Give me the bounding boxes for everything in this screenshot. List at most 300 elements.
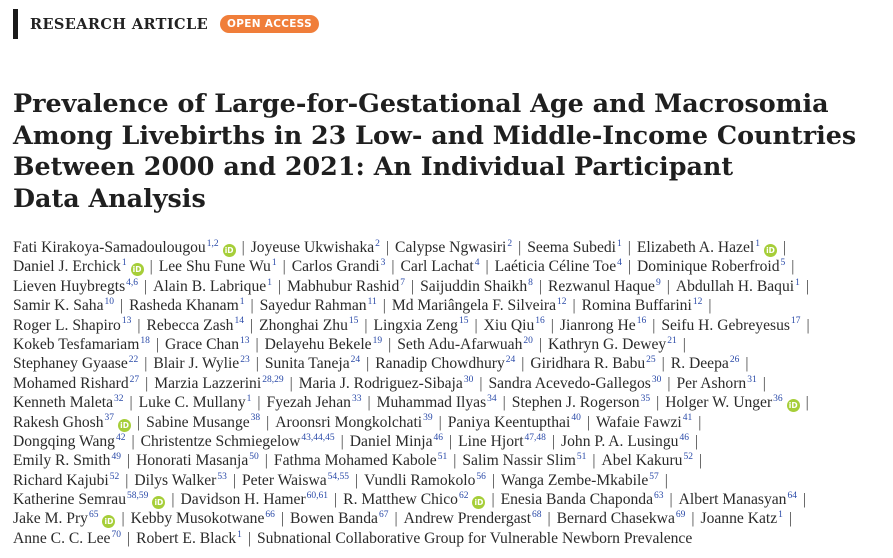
author-line [13, 471, 889, 490]
author-link[interactable] [265, 355, 360, 372]
open-access-badge: OPEN ACCESS [220, 15, 319, 33]
affiliation-superscript[interactable]: 24 [350, 355, 361, 366]
author-name: Emily R. Smith [13, 452, 111, 470]
author-name: Davidson H. Hamer [180, 491, 306, 509]
author-link[interactable] [287, 278, 405, 295]
author-link[interactable] [274, 452, 447, 469]
author-link[interactable] [661, 317, 800, 334]
affiliation-superscript[interactable]: 40 [571, 413, 581, 424]
author-link[interactable] [242, 472, 349, 489]
author-separator: | [656, 394, 660, 412]
author-separator: | [682, 335, 686, 353]
author-separator: | [586, 413, 590, 431]
orcid-icon[interactable]: iD [131, 263, 144, 276]
author-link[interactable] [131, 510, 275, 527]
author-name: Zhonghai Zhu [259, 316, 348, 334]
author-link[interactable] [561, 433, 689, 450]
author-link[interactable] [350, 433, 443, 450]
author-link[interactable] [134, 472, 227, 489]
orcid-icon[interactable]: iD [223, 244, 236, 257]
author-separator: | [129, 394, 133, 412]
affiliation-superscript[interactable]: 5 [780, 258, 786, 269]
author-separator: | [491, 491, 495, 509]
author-line [13, 335, 889, 354]
author-link[interactable] [13, 375, 139, 392]
author-link[interactable] [671, 355, 740, 372]
author-link[interactable] [154, 375, 283, 392]
author-name: Samir K. Saha [13, 297, 104, 315]
affiliation-superscript[interactable]: 16 [636, 316, 647, 327]
author-line [13, 296, 889, 315]
affiliation-superscript[interactable]: 13 [240, 335, 250, 346]
author-link[interactable] [530, 355, 655, 372]
author-line [13, 238, 889, 257]
author-link[interactable] [377, 394, 497, 411]
author-line [13, 354, 889, 373]
affiliation-superscript[interactable]: 22 [128, 355, 139, 366]
affiliation-superscript[interactable]: 23 [240, 355, 250, 366]
author-link[interactable] [557, 510, 686, 527]
author-name: Kebby Musokotwane [130, 510, 265, 528]
author-separator: | [805, 277, 809, 295]
author-name: Giridhara R. Babu [530, 355, 646, 373]
affiliation-superscript[interactable]: 19 [372, 335, 383, 346]
author-separator: | [550, 316, 554, 334]
affiliation-superscript[interactable]: 28,29 [262, 374, 284, 385]
author-name: Kathryn G. Dewey [548, 335, 667, 353]
affiliation-superscript[interactable]: 67 [378, 510, 389, 521]
author-link[interactable] [548, 278, 661, 295]
author-link[interactable] [181, 491, 329, 508]
author-link[interactable] [701, 510, 783, 527]
author-name: Carl Lachat [400, 258, 474, 276]
author-separator: | [694, 432, 699, 450]
author-name: Seifu H. Gebreyesus [661, 316, 790, 334]
author-name: Maria J. Rodriguez-Sibaja [298, 374, 463, 392]
author-name: Lingxia Zeng [373, 316, 458, 334]
affiliation-superscript[interactable]: 27 [129, 374, 140, 385]
author-link[interactable] [259, 317, 358, 334]
author-link[interactable] [13, 472, 119, 489]
affiliation-superscript[interactable]: 21 [667, 335, 677, 346]
author-name: Paniya Keentupthai [447, 413, 571, 431]
affiliation-superscript[interactable]: 69 [675, 510, 686, 521]
author-separator: | [126, 529, 131, 547]
author-separator: | [627, 239, 631, 256]
affiliation-superscript[interactable]: 56 [476, 471, 486, 482]
author-link[interactable] [488, 375, 661, 392]
author-link[interactable] [153, 278, 272, 295]
author-link[interactable] [596, 414, 692, 431]
author-name: Albert Manasyan [678, 491, 787, 509]
author-separator: | [277, 277, 282, 295]
author-link[interactable] [582, 297, 703, 314]
author-name: Sayedur Rahman [259, 297, 367, 315]
affiliation-superscript[interactable]: 70 [111, 529, 121, 540]
author-separator: | [145, 374, 149, 392]
affiliation-superscript[interactable]: 15 [348, 316, 359, 327]
author-link[interactable] [299, 375, 474, 392]
affiliation-superscript[interactable]: 13 [121, 316, 132, 327]
author-link[interactable] [395, 239, 512, 256]
author-name: Wanga Zembe-Mkabile [501, 471, 649, 489]
author-line [13, 393, 889, 412]
affiliation-superscript[interactable]: 66 [265, 510, 275, 521]
author-name: Christentze Schmiegelow [140, 432, 301, 450]
author-name: Jianrong He [559, 316, 636, 334]
affiliation-superscript[interactable]: 25 [646, 355, 656, 366]
author-separator: | [691, 510, 695, 528]
author-link[interactable] [679, 491, 797, 508]
author-separator: | [652, 316, 656, 334]
affiliation-superscript[interactable]: 4 [474, 258, 480, 269]
affiliation-superscript[interactable]: 39 [423, 413, 433, 424]
author-name: Fathma Mohamed Kabole [273, 452, 437, 470]
affiliation-superscript[interactable]: 31 [747, 374, 757, 385]
author-link[interactable] [141, 433, 335, 450]
author-separator: | [664, 471, 668, 489]
author-name: Marzia Lazzerini [154, 374, 262, 392]
author-link[interactable] [251, 239, 380, 256]
author-separator: | [364, 316, 368, 334]
author-name: Ranadip Chowdhury [375, 355, 505, 373]
author-link[interactable] [343, 491, 485, 508]
author-name: Aroonsri Mongkolchati [275, 413, 423, 431]
author-separator: | [572, 297, 576, 315]
author-separator: | [788, 510, 793, 528]
author-separator: | [388, 335, 392, 353]
author-link[interactable] [397, 336, 533, 353]
affiliation-superscript[interactable]: 10 [104, 296, 115, 307]
affiliation-superscript[interactable]: 15 [458, 316, 469, 327]
author-name: Abel Kakuru [601, 452, 683, 470]
author-link[interactable] [13, 258, 144, 275]
author-link[interactable] [548, 336, 677, 353]
author-name: Dilys Walker [134, 471, 217, 489]
affiliation-superscript[interactable]: 32 [114, 393, 124, 404]
affiliation-superscript[interactable]: 51 [576, 452, 587, 463]
orcid-icon[interactable]: iD [118, 419, 131, 432]
affiliation-superscript[interactable]: 36 [773, 393, 783, 404]
affiliation-superscript[interactable]: 51 [437, 452, 448, 463]
affiliation-superscript[interactable]: 12 [557, 296, 567, 307]
author-separator: | [805, 394, 809, 412]
affiliation-superscript[interactable]: 34 [487, 393, 497, 404]
affiliation-superscript[interactable]: 52 [683, 452, 693, 463]
author-link[interactable] [136, 530, 242, 547]
affiliation-superscript[interactable]: 65 [88, 510, 99, 521]
author-link[interactable] [401, 258, 480, 275]
affiliation-superscript[interactable]: 35 [640, 393, 651, 404]
author-list [13, 238, 889, 548]
affiliation-superscript[interactable]: 2 [375, 238, 380, 249]
author-link[interactable] [484, 317, 545, 334]
author-separator: | [282, 258, 286, 276]
affiliation-superscript[interactable]: 17 [790, 316, 801, 327]
affiliation-superscript[interactable]: 52 [109, 471, 120, 482]
author-name: Lieven Huybregts [13, 277, 126, 295]
author-link[interactable] [260, 297, 377, 314]
author-separator: | [120, 297, 124, 315]
author-name: Seema Subedi [527, 239, 617, 256]
affiliation-superscript[interactable]: 64 [787, 490, 797, 501]
author-link[interactable] [375, 355, 515, 372]
author-separator: | [453, 452, 457, 470]
author-name: Delayehu Bekele [264, 335, 372, 353]
affiliation-superscript[interactable]: 57 [649, 471, 659, 482]
author-separator: | [762, 374, 766, 392]
affiliation-superscript[interactable]: 1 [237, 529, 242, 540]
author-name: Andrew Prendergast [403, 510, 532, 528]
affiliation-superscript[interactable]: 1 [121, 258, 127, 269]
author-link[interactable] [364, 472, 486, 489]
author-link[interactable] [637, 258, 785, 275]
author-link[interactable] [146, 414, 260, 431]
author-link[interactable] [676, 375, 756, 392]
author-separator: | [121, 510, 125, 528]
affiliation-superscript[interactable]: 11 [367, 296, 377, 307]
author-line [13, 490, 889, 509]
author-link[interactable] [458, 433, 546, 450]
author-separator: | [144, 277, 148, 295]
affiliation-superscript[interactable]: 16 [535, 316, 545, 327]
author-link[interactable] [13, 278, 138, 295]
author-link[interactable] [146, 317, 244, 334]
author-link[interactable] [512, 394, 650, 411]
author-link[interactable] [501, 472, 659, 489]
author-name: Dongqing Wang [13, 432, 115, 450]
author-link[interactable] [527, 239, 622, 256]
author-name: Anne C. C. Lee [13, 529, 111, 547]
affiliation-superscript[interactable]: 37 [104, 413, 115, 424]
author-name: Subnational Collaborative Group for Vulnerable Newborn Prevalence [257, 529, 693, 547]
author-separator: | [518, 239, 522, 256]
author-name: R. Deepa [670, 355, 729, 373]
affiliation-superscript[interactable]: 50 [249, 452, 259, 463]
author-line [13, 277, 889, 296]
author-line [13, 509, 889, 528]
author-separator: | [385, 239, 390, 256]
author-separator: | [334, 491, 338, 509]
affiliation-superscript[interactable]: 12 [692, 296, 703, 307]
affiliation-superscript[interactable]: 47,48 [524, 432, 546, 443]
author-name: Peter Waiswa [242, 471, 327, 489]
author-link[interactable] [290, 510, 388, 527]
affiliation-superscript[interactable]: 38 [250, 413, 261, 424]
author-separator: | [485, 258, 489, 276]
author-separator: | [438, 413, 442, 431]
affiliation-superscript[interactable]: 1 [246, 393, 252, 404]
author-name: Calypse Ngwasiri [395, 239, 507, 256]
affiliation-superscript[interactable]: 58,59 [127, 490, 149, 501]
author-link[interactable] [448, 414, 581, 431]
author-separator: | [521, 355, 525, 373]
affiliation-superscript[interactable]: 1 [239, 296, 245, 307]
affiliation-superscript[interactable]: 30 [651, 374, 662, 385]
author-name: Fyezah Jehan [266, 394, 351, 412]
author-name: Md Mariângela F. Silveira [391, 297, 557, 315]
affiliation-superscript[interactable]: 20 [523, 335, 533, 346]
affiliation-superscript[interactable]: 62 [458, 490, 469, 501]
author-link[interactable] [13, 491, 165, 508]
author-name: John P. A. Lusingu [561, 432, 679, 450]
author-name: Bowen Banda [290, 510, 378, 528]
author-link[interactable] [462, 452, 586, 469]
author-link[interactable] [392, 297, 567, 314]
author-link[interactable] [267, 394, 362, 411]
author-name: Bernard Chasekwa [556, 510, 675, 528]
author-line [13, 374, 889, 393]
author-separator: | [479, 374, 483, 392]
affiliation-superscript[interactable]: 2 [507, 238, 513, 249]
author-separator: | [411, 277, 415, 295]
author-name: Grace Chan [164, 335, 240, 353]
author-name: Joyeuse Ukwishaka [250, 239, 375, 256]
title-line: Among Livebirths in 23 Low- and Middle-Income Countries [13, 119, 857, 150]
affiliation-superscript[interactable]: 63 [654, 490, 664, 501]
affiliation-superscript[interactable]: 46 [433, 432, 444, 443]
affiliation-superscript[interactable]: 24 [505, 355, 516, 366]
affiliation-superscript[interactable]: 49 [111, 452, 121, 463]
affiliation-superscript[interactable]: 1 [795, 277, 800, 288]
orcid-icon[interactable]: iD [152, 496, 165, 509]
author-link[interactable] [257, 530, 692, 547]
author-name: R. Matthew Chico [343, 491, 458, 509]
title-line: Prevalence of Large-for-Gestational Age and Macrosomia [13, 88, 829, 118]
affiliation-superscript[interactable]: 60,61 [306, 490, 329, 501]
author-link[interactable] [13, 297, 114, 314]
affiliation-superscript[interactable]: 4 [617, 258, 622, 269]
affiliation-superscript[interactable]: 8 [528, 277, 533, 288]
author-link[interactable] [13, 355, 138, 372]
affiliation-superscript[interactable]: 18 [140, 335, 150, 346]
author-name: Stephen J. Rogerson [511, 394, 640, 412]
author-name: Kokeb Tesfamariam [13, 335, 140, 353]
affiliation-superscript[interactable]: 42 [115, 432, 126, 443]
orcid-icon[interactable]: iD [764, 244, 777, 257]
author-name: Rakesh Ghosh [13, 413, 104, 431]
author-separator: | [791, 258, 795, 276]
author-link[interactable] [13, 336, 150, 353]
author-separator: | [340, 432, 344, 450]
affiliation-superscript[interactable]: 43,44,45 [301, 432, 335, 443]
author-separator: | [257, 394, 261, 412]
author-link[interactable] [13, 317, 131, 334]
author-line [13, 529, 889, 548]
affiliation-superscript[interactable]: 68 [532, 510, 542, 521]
author-link[interactable] [13, 452, 121, 469]
affiliation-superscript[interactable]: 54,55 [327, 471, 350, 482]
author-link[interactable] [676, 278, 800, 295]
author-name: Mabhubur Rashid [287, 277, 400, 295]
author-separator: | [491, 471, 496, 489]
affiliation-superscript[interactable]: 53 [217, 471, 227, 482]
author-link[interactable] [13, 414, 131, 431]
author-link[interactable] [495, 258, 622, 275]
affiliation-superscript[interactable]: 1,2 [206, 238, 219, 249]
orcid-icon[interactable]: iD [787, 399, 800, 412]
author-link[interactable] [13, 433, 125, 450]
author-link[interactable] [13, 394, 124, 411]
affiliation-superscript[interactable]: 1 [755, 238, 760, 249]
affiliation-superscript[interactable]: 9 [655, 277, 661, 288]
author-separator: | [474, 316, 478, 334]
affiliation-superscript[interactable]: 41 [682, 413, 693, 424]
author-name: Abdullah H. Baqui [675, 277, 795, 295]
affiliation-superscript[interactable]: 1 [617, 238, 622, 249]
author-link[interactable] [159, 258, 277, 275]
affiliation-superscript[interactable]: 1 [271, 258, 277, 269]
author-name: Vundli Ramokolo [364, 471, 476, 489]
author-link[interactable] [560, 317, 646, 334]
affiliation-superscript[interactable]: 1 [267, 277, 272, 288]
author-name: Lee Shu Fune Wu [158, 258, 271, 276]
author-link[interactable] [292, 258, 386, 275]
affiliation-superscript[interactable]: 26 [729, 355, 740, 366]
author-name: Rezwanul Haque [548, 277, 655, 295]
author-separator: | [551, 432, 556, 450]
author-link[interactable] [265, 336, 382, 353]
author-link[interactable] [129, 297, 244, 314]
affiliation-superscript[interactable]: 7 [400, 277, 405, 288]
affiliation-superscript[interactable]: 3 [380, 258, 386, 269]
author-name: Stephaney Gyaase [13, 355, 128, 373]
author-link[interactable] [404, 510, 542, 527]
author-name: Fati Kirakoya-Samadoulougou [13, 239, 206, 256]
author-link[interactable] [637, 239, 777, 256]
author-link[interactable] [153, 355, 249, 372]
author-separator: | [802, 491, 807, 509]
affiliation-superscript[interactable]: 33 [351, 393, 362, 404]
author-link[interactable] [13, 239, 236, 256]
affiliation-superscript[interactable]: 46 [679, 432, 689, 443]
author-separator: | [149, 258, 153, 276]
author-link[interactable] [13, 530, 121, 547]
orcid-icon[interactable]: iD [472, 496, 485, 509]
author-separator: | [698, 413, 702, 431]
author-separator: | [708, 297, 712, 315]
author-link[interactable] [139, 394, 252, 411]
author-link[interactable] [165, 336, 250, 353]
author-name: Joanne Katz [700, 510, 778, 528]
affiliation-superscript[interactable]: 4,6 [126, 277, 139, 288]
author-link[interactable] [501, 491, 664, 508]
author-link[interactable] [136, 452, 259, 469]
author-name: Kenneth Maleta [13, 394, 114, 412]
author-separator: | [745, 355, 749, 373]
affiliation-superscript[interactable]: 14 [234, 316, 244, 327]
author-link[interactable] [665, 394, 799, 411]
affiliation-superscript[interactable]: 1 [778, 510, 783, 521]
author-link[interactable] [13, 510, 115, 527]
author-separator: | [171, 491, 175, 509]
author-name: Rasheda Khanam [129, 297, 239, 315]
author-separator: | [806, 316, 810, 334]
affiliation-superscript[interactable]: 30 [463, 374, 474, 385]
author-name: Dominique Roberfroid [637, 258, 780, 276]
author-separator: | [289, 374, 293, 392]
author-link[interactable] [601, 452, 692, 469]
orcid-icon[interactable]: iD [102, 515, 115, 528]
author-line [13, 432, 889, 451]
author-link[interactable] [275, 414, 432, 431]
author-name: Sabine Musange [146, 413, 250, 431]
author-name: Laéticia Céline Toe [494, 258, 617, 276]
author-link[interactable] [420, 278, 533, 295]
author-link[interactable] [374, 317, 469, 334]
author-separator: | [666, 277, 670, 295]
author-name: Holger W. Unger [665, 394, 773, 412]
